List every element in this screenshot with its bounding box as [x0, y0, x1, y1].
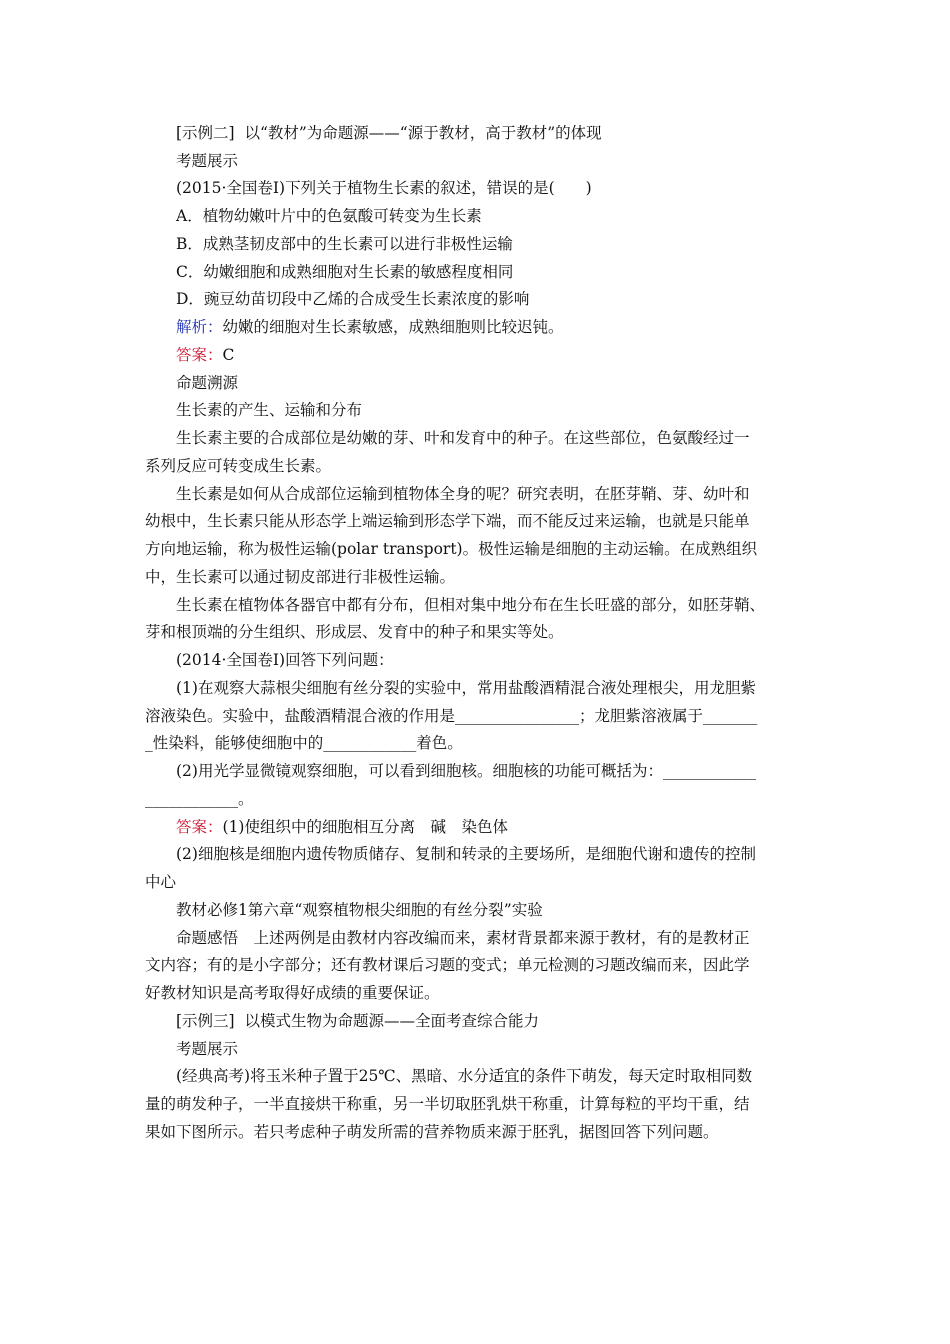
section-exam-display: 考题展示	[176, 152, 239, 170]
question-three-stem: 量的萌发种子，一半直接烘干称重，另一半切取胚乳烘干称重，计算每粒的平均干重，结	[145, 1095, 750, 1113]
option-a: A．植物幼嫩叶片中的色氨酸可转变为生长素	[176, 207, 482, 225]
paragraph-line: 幼根中，生长素只能从形态学上端运输到形态学下端，而不能反过来运输，也就是只能单	[145, 512, 750, 530]
analysis-label: 解析：	[176, 318, 223, 336]
topic-auxin: 生长素的产生、运输和分布	[176, 401, 363, 419]
question-two-part-2: (2)用光学显微镜观察细胞，可以看到细胞核。细胞核的功能可概括为：____________	[176, 762, 756, 780]
paragraph-line: 系列反应可转变成生长素。	[145, 457, 332, 475]
question-two-stem: (2014·全国卷Ⅰ)回答下列问题：	[176, 651, 394, 669]
question-stem: (2015·全国卷Ⅰ)下列关于植物生长素的叙述，错误的是( )	[176, 179, 592, 197]
option-b: B．成熟茎韧皮部中的生长素可以进行非极性运输	[176, 235, 513, 253]
reflection-paragraph: 命题感悟 上述两例是由教材内容改编而来，素材背景都来源于教材，有的是教材正	[176, 929, 750, 947]
answer-label: 答案：	[176, 818, 223, 836]
answer-text: (1)使组织中的细胞相互分离 碱 染色体	[222, 818, 508, 836]
question-two-part-1: (1)在观察大蒜根尖细胞有丝分裂的实验中，常用盐酸酒精混合液处理根尖，用龙胆紫	[176, 679, 756, 697]
question-three-stem: 果如下图所示。若只考虑种子萌发所需的营养物质来源于胚乳，据图回答下列问题。	[145, 1123, 719, 1141]
section-origin: 命题溯源	[176, 374, 239, 392]
question-three-stem: (经典高考)将玉米种子置于25℃、黑暗、水分适宜的条件下萌发，每天定时取相同数	[176, 1067, 753, 1085]
paragraph-line: 芽和根顶端的分生组织、形成层、发育中的种子和果实等处。	[145, 623, 564, 641]
section-exam-display: 考题展示	[176, 1040, 239, 1058]
answer-text: C	[222, 346, 235, 364]
reflection-paragraph: 文内容；有的是小字部分；还有教材课后习题的变式；单元检测的习题改编而来，因此学	[145, 956, 750, 974]
analysis-line	[176, 317, 564, 337]
question-two-part-1: _性染料，能够使细胞中的____________着色。	[145, 734, 463, 752]
example-two-heading: [示例二] 以“教材”为命题源——“源于教材，高于教材”的体现	[176, 124, 602, 142]
answer-line	[176, 345, 234, 365]
option-c: C．幼嫩细胞和成熟细胞对生长素的敏感程度相同	[176, 263, 514, 281]
answer-text: 中心	[145, 873, 177, 891]
answer-label: 答案：	[176, 346, 223, 364]
paragraph-line: 方向地运输，称为极性运输(polar transport)。极性运输是细胞的主动运输。在成熟组织	[145, 540, 758, 558]
question-two-part-2: ____________。	[145, 790, 254, 808]
example-three-heading: [示例三] 以模式生物为命题源——全面考查综合能力	[176, 1012, 539, 1030]
answer-line	[176, 817, 508, 837]
textbook-reference: 教材必修1第六章“观察植物根尖细胞的有丝分裂”实验	[176, 901, 543, 919]
answer-text: (2)细胞核是细胞内遗传物质储存、复制和转录的主要场所，是细胞代谢和遗传的控制	[176, 845, 756, 863]
reflection-paragraph: 好教材知识是高考取得好成绩的重要保证。	[145, 984, 440, 1002]
analysis-text: 幼嫩的细胞对生长素敏感，成熟细胞则比较迟钝。	[222, 318, 564, 336]
question-two-part-1: 溶液染色。实验中，盐酸酒精混合液的作用是________________；龙胆紫溶液属于_______	[145, 707, 758, 725]
paragraph-line: 生长素主要的合成部位是幼嫩的芽、叶和发育中的种子。在这些部位，色氨酸经过一	[176, 429, 750, 447]
paragraph-line: 生长素在植物体各器官中都有分布，但相对集中地分布在生长旺盛的部分，如胚芽鞘、	[176, 596, 766, 614]
paragraph-line: 中，生长素可以通过韧皮部进行非极性运输。	[145, 568, 456, 586]
option-d: D．豌豆幼苗切段中乙烯的合成受生长素浓度的影响	[176, 290, 530, 308]
paragraph-line: 生长素是如何从合成部位运输到植物体全身的呢？研究表明，在胚芽鞘、芽、幼叶和	[176, 485, 750, 503]
